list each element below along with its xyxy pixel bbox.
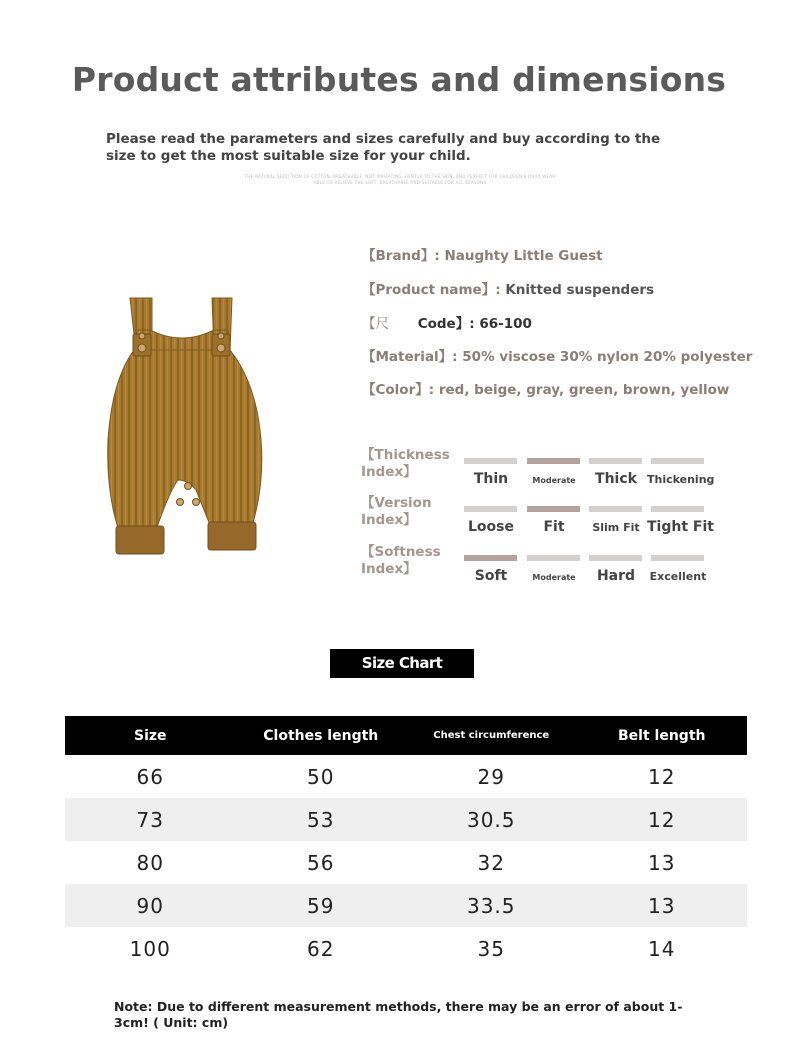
index-option: Moderate: [532, 573, 576, 582]
cell-chest: 29: [477, 764, 505, 789]
index-option: Thickening: [647, 473, 715, 486]
index-bar: [589, 555, 642, 561]
index-bar: [464, 458, 517, 464]
attr-code-label-a: 【尺: [362, 316, 389, 332]
attr-brand-value: Naughty Little Guest: [444, 248, 603, 264]
cell-belt-length: 13: [577, 884, 748, 927]
col-clothes-length: Clothes length: [236, 716, 407, 755]
cell-size: 90: [65, 884, 236, 927]
index-option: Slim Fit: [592, 521, 640, 534]
cell-chest: 35: [477, 936, 505, 961]
cell-clothes-length: 59: [236, 884, 407, 927]
index-bar: [464, 506, 517, 512]
table-row: [65, 927, 747, 970]
index-bar: [589, 506, 642, 512]
cell-size: 100: [129, 936, 171, 961]
attr-color: [362, 378, 729, 398]
table-row: [65, 755, 747, 798]
index-option: Thick: [595, 471, 637, 487]
cell-size: 80: [136, 850, 164, 875]
table-row: [65, 798, 747, 841]
index-bar-selected: [527, 458, 580, 464]
attr-product-label: 【Product name】:: [362, 282, 501, 298]
table-row: [65, 841, 747, 884]
cell-size: 73: [65, 798, 236, 841]
index-label: 【Version Index】: [361, 495, 432, 528]
cell-chest: 33.5: [406, 884, 577, 927]
attr-product-value: Knitted suspenders: [505, 282, 655, 298]
attr-code: [362, 312, 532, 332]
col-chest: Chest circumference: [406, 716, 577, 755]
size-table-header: [65, 716, 747, 755]
index-option: Thin: [473, 471, 509, 487]
fine-print-line-2: ABLE TO RELIEVE THE SOFT, BREATHABLE AND SUITABLE FOR ALL SEASONS: [313, 180, 487, 185]
cell-belt-length: 12: [648, 764, 676, 789]
fine-print: [200, 174, 600, 186]
cell-chest: 30.5: [406, 798, 577, 841]
attr-material-value: 50% viscose 30% nylon 20% polyester: [462, 349, 753, 365]
index-option: Tight Fit: [647, 519, 714, 535]
index-label: 【Thickness Index】: [361, 447, 450, 480]
index-label: 【Softness Index】: [361, 544, 441, 577]
col-belt-length: Belt length: [577, 716, 748, 755]
cell-chest: 32: [477, 850, 505, 875]
attr-color-value: red, beige, gray, green, brown, yellow: [438, 382, 730, 398]
cell-clothes-length: 62: [307, 936, 335, 961]
index-bar: [651, 555, 704, 561]
attr-code-label-b: Code】:: [417, 316, 475, 332]
intro-text: Please read the parameters and sizes carefully and buy according to the size to get the most suitable size for your child.: [106, 131, 661, 164]
col-size: Size: [65, 716, 236, 755]
cell-belt-length: 13: [648, 850, 676, 875]
attr-brand: [362, 244, 603, 264]
attr-brand-label: 【Brand】:: [362, 248, 440, 264]
index-option: Moderate: [532, 476, 576, 485]
size-chart-heading: Size Chart: [330, 649, 474, 678]
cell-clothes-length: 56: [307, 850, 335, 875]
index-bar: [651, 506, 704, 512]
index-bar-selected: [527, 506, 580, 512]
index-bar: [589, 458, 642, 464]
index-option: Hard: [596, 568, 636, 584]
index-option: Fit: [543, 519, 565, 535]
index-bar: [651, 458, 704, 464]
index-bar: [527, 555, 580, 561]
cell-clothes-length: 50: [307, 764, 335, 789]
cell-belt-length: 14: [648, 936, 676, 961]
product-image-knitted-suspenders: [100, 290, 270, 565]
cell-size: 66: [136, 764, 164, 789]
attr-color-label: 【Color】:: [362, 382, 435, 398]
index-option: Loose: [468, 519, 514, 535]
table-row: [65, 884, 747, 927]
cell-belt-length: 12: [577, 798, 748, 841]
index-bar-selected: [464, 555, 517, 561]
page-title: Product attributes and dimensions: [71, 60, 727, 99]
attr-code-value: 66-100: [479, 316, 532, 332]
attr-material: [362, 345, 752, 365]
size-table: [65, 716, 747, 970]
cell-clothes-length: 53: [236, 798, 407, 841]
measurement-note: Note: Due to different measurement methods, there may be an error of about 1-3cm! ( Unit: cm): [114, 999, 683, 1030]
attr-material-label: 【Material】:: [362, 349, 458, 365]
attr-product-name: [362, 278, 654, 298]
fine-print-line-1: THE NATURAL SELECTION OF COTTON, BREATHABLE, NOT IRRITATING, GENTLE TO THE SKIN, AND PERFECT FOR CHILDREN'S DAILY WEAR: [244, 174, 556, 179]
index-option: Soft: [474, 568, 508, 584]
index-option: Excellent: [649, 570, 707, 583]
